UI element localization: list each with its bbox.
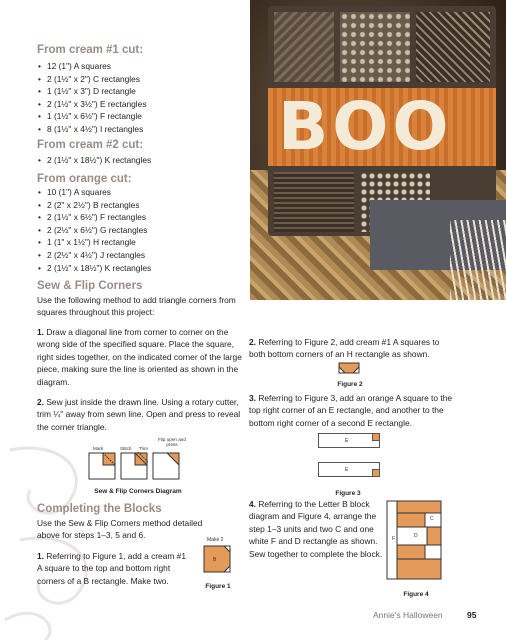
fig3-caption: Figure 3 [335,490,361,497]
fig1-make: Make 2 [207,537,224,543]
fig4-d-label: D [414,533,418,539]
completing-heading: Completing the Blocks [37,503,162,515]
figure-1-diagram [203,545,233,575]
list-item: • 12 (1") A squares [37,60,147,73]
figure-2-diagram [338,362,360,374]
fig2-caption: Figure 2 [337,381,363,388]
stitch-label: Stitch [120,446,132,451]
sewflip-caption: Sew & Flip Corners Diagram [94,488,182,495]
list-item: • 2 (1½" x 3½") E rectangles [37,98,147,111]
sewflip-heading: Sew & Flip Corners [37,280,143,292]
right-step3: 3. Referring to Figure 3, add an orange A square to the top right corner of an E rectangle, and another to the bottom right corner of a second E rectangle. [249,393,453,428]
sewflip-step1: 1. Draw a diagonal line from corner to corner on the wrong side of the specified square. Place the square, right sides together, on the indicated corner of the large piece, making sure the line is oriented as shown in the diagram. [37,327,242,387]
list-item: • 1 (1½" x 6½") F rectangle [37,110,147,123]
completing-step1: 1. Referring to Figure 1, add a cream #1 A square to the top and bottom right corners of a B rectangle. Make two. [37,551,186,586]
list-item: • 2 (1½" x 6½") F rectangles [37,211,151,224]
mark-label: Mark [93,446,104,451]
list-item: • 10 (1") A squares [37,186,151,199]
sewflip-intro: Use the following method to add triangle corners from squares throughout this project: [37,295,236,318]
cream1-list [37,60,147,136]
footer-book-title: Annie's Halloween [373,610,443,620]
figure-3-rect-top: E [318,433,380,448]
cream2-list [37,154,151,167]
fringe [450,220,506,300]
list-item: • 2 (1½" x 2") C rectangles [37,73,147,86]
fig4-caption: Figure 4 [403,591,429,598]
boo-letters: BOO [278,88,453,165]
right-step2: 2. Referring to Figure 2, add cream #1 A squares to both bottom corners of an H rectangle as shown. [249,337,440,360]
right-step4: 4. Referring to the Letter B block diagram and Figure 4, arrange the step 1–3 units and two C and one white F and D rectangle as shown. Sew together to complete the block. [249,499,383,559]
pillow-photo [250,0,506,300]
fig4-c-label: C [430,516,434,522]
fig4-f-label: F [392,536,396,542]
list-item: • 1 (1" x 1½") H rectangle [37,236,151,249]
list-item: • 2 (1½" x 18½") K rectangles [37,262,151,275]
list-item: • 1 (1½" x 3") D rectangle [37,85,147,98]
sewflip-step2: 2. Sew just inside the drawn line. Using a rotary cutter, trim ¼" away from sewn line. Open and press to reveal the corner triangle. [37,397,241,432]
list-item: • 2 (2" x 2½") B rectangles [37,199,151,212]
flip-label: Flip open and press [158,437,186,447]
cream2-heading: From cream #2 cut: [37,139,144,151]
orange-list [37,186,151,274]
list-item: • 2 (2½" x 4½") J rectangles [37,249,151,262]
list-item: • 8 (1½" x 4½") I rectangles [37,123,147,136]
orange-heading: From orange cut: [37,173,132,185]
figure-3-rect-bottom: E [318,462,380,477]
page-number: 95 [467,610,477,620]
cream1-heading: From cream #1 cut: [37,44,144,56]
fig1-caption: Figure 1 [205,583,231,590]
trim-label: Trim [139,446,149,451]
list-item: • 2 (1½" x 18½") K rectangles [37,154,151,167]
fig1-letter: B [213,557,217,563]
list-item: • 2 (2½" x 6½") G rectangles [37,224,151,237]
completing-intro: Use the Sew & Flip Corners method detailed above for steps 1–3, 5 and 6. [37,518,203,541]
